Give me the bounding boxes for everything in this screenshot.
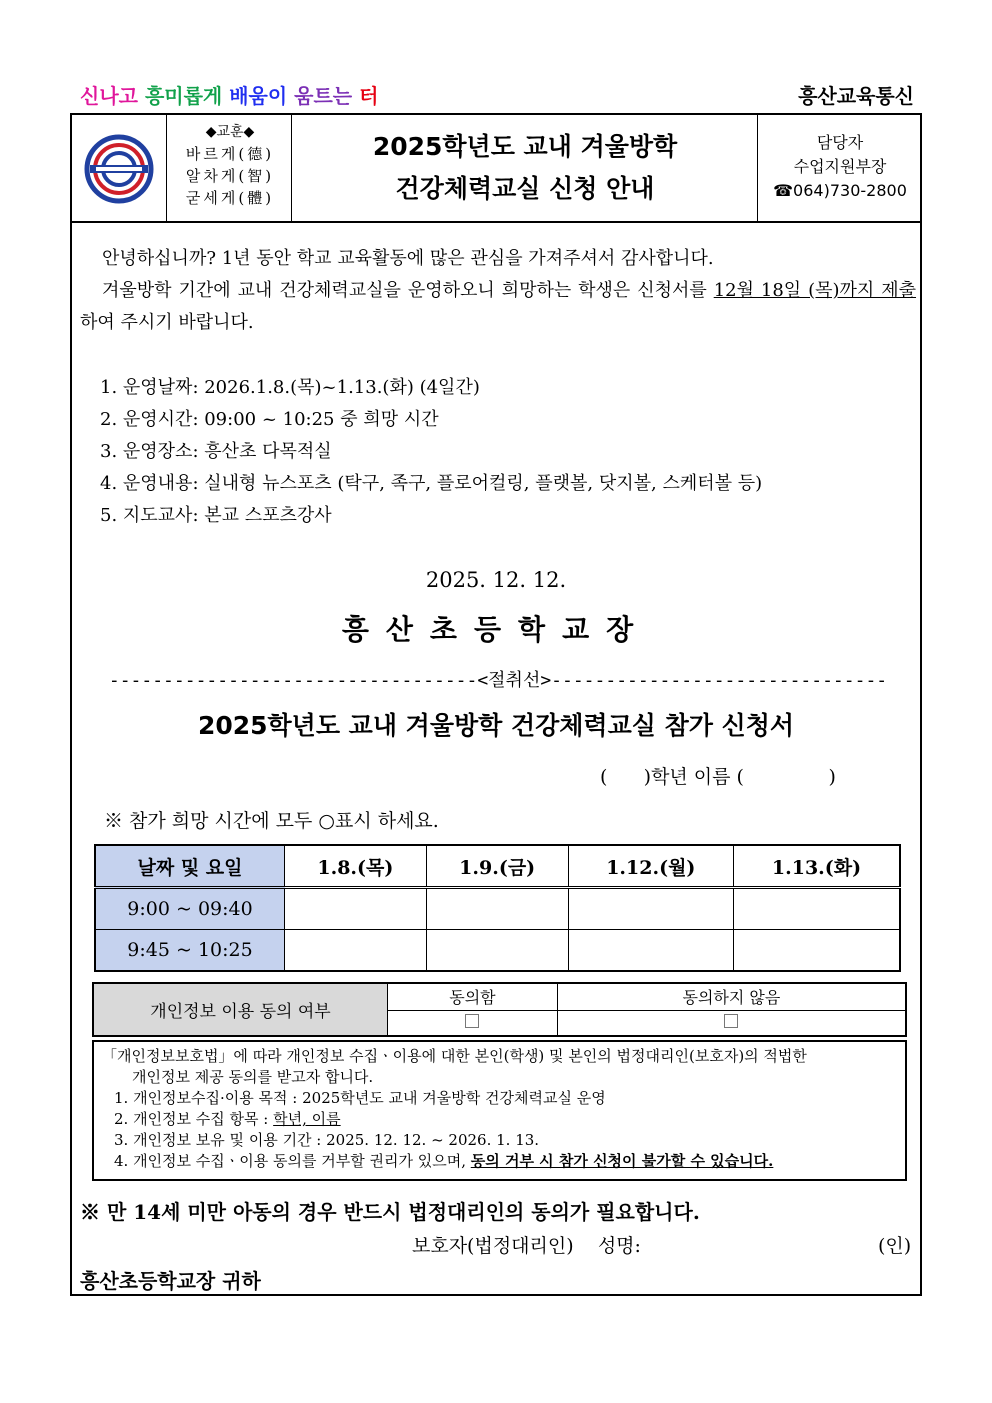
principal-name: 흥산초등학교장	[341, 613, 651, 646]
intro-line: 안녕하십니까? 1년 동안 학교 교육활동에 많은 관심을 가져주셔서 감사합니다.	[102, 248, 714, 269]
notice-text: 4. 개인정보 수집ㆍ이용 동의를 거부할 권리가 있으며,	[114, 1152, 471, 1170]
school-slogan	[80, 80, 378, 109]
notice-underlined: 동의 거부 시 참가 신청이 불가할 수 있습니다.	[470, 1152, 774, 1170]
schedule-cell[interactable]	[285, 930, 427, 972]
divider	[166, 113, 167, 221]
notice-item	[102, 1109, 901, 1130]
list-item: 5. 지도교사: 본교 스포츠강사	[100, 505, 332, 526]
motto-line: 굳세게(體)	[185, 189, 275, 207]
notice-line: 「개인정보보호법」에 따라 개인정보 수집ㆍ이용에 대한 본인(학생) 및 본인의 법정대리인(보호자)의 적법한	[102, 1047, 807, 1065]
due-date: 12월 18일 (목)까지 제출	[713, 280, 917, 301]
notice-date: 2025. 12. 12.	[425, 568, 567, 592]
schedule-table	[94, 844, 901, 972]
motto-title: ◆교훈◆	[205, 124, 255, 140]
notice-item: 3. 개인정보 보유 및 이용 기간 : 2025. 12. 12. ~ 2026. 1. 13.	[114, 1131, 540, 1149]
contact-info	[758, 113, 922, 223]
school-motto	[168, 113, 292, 223]
date-header: 1.8.(목)	[285, 845, 427, 888]
consent-agree-label: 동의함	[388, 983, 558, 1010]
intro-line	[80, 275, 916, 339]
slogan-part: 배움이	[229, 84, 295, 108]
intro-text: 하여 주시기 바랍니다.	[80, 312, 254, 333]
list-item: 1. 운영날짜: 2026.1.8.(목)~1.13.(화) (4일간)	[100, 377, 480, 398]
notice-line: 개인정보 제공 동의를 받고자 합니다.	[132, 1068, 374, 1086]
agree-checkbox-cell	[388, 1010, 558, 1036]
notice-underlined: 학년, 이름	[273, 1110, 341, 1128]
cut-line: ----------------------------------<절취선>-------------------------------	[108, 670, 888, 691]
consent-label: 개인정보 이용 동의 여부	[93, 983, 388, 1036]
details-list	[100, 372, 762, 532]
grade-name-field[interactable]: ( )학년 이름 ( )	[600, 766, 836, 788]
title-line: 2025학년도 교내 겨울방학	[372, 132, 678, 161]
document-title	[292, 113, 758, 223]
newsletter-name: 흥산교육통신	[798, 84, 914, 108]
slogan-part: 신나고	[80, 84, 145, 108]
contact-name: 수업지원부장	[793, 157, 887, 176]
time-slot-label: 9:00 ~ 09:40	[95, 888, 285, 930]
list-item: 2. 운영시간: 09:00 ~ 10:25 중 희망 시간	[100, 409, 439, 430]
schedule-cell[interactable]	[426, 930, 568, 972]
form-title: 2025학년도 교내 겨울방학 건강체력교실 참가 신청서	[197, 711, 795, 740]
intro-text: 겨울방학 기간에 교내 건강체력교실을 운영하오니 희망하는 학생은 신청서를	[102, 280, 714, 301]
addressee: 흥산초등학교장 귀하	[80, 1269, 261, 1293]
slogan-part: 흥미롭게	[144, 84, 230, 108]
title-line: 건강체력교실 신청 안내	[395, 174, 655, 203]
seal-mark: (인)	[878, 1235, 912, 1257]
school-emblem-icon	[84, 134, 154, 204]
contact-label: 담당자	[816, 133, 864, 152]
slogan-part: 움트는	[294, 84, 360, 108]
privacy-notice	[92, 1040, 907, 1181]
notice-item	[102, 1151, 901, 1172]
schedule-cell[interactable]	[285, 888, 427, 930]
schedule-cell[interactable]	[568, 930, 734, 972]
guardian-signature-field[interactable]: 보호자(법정대리인) 성명:	[412, 1235, 641, 1257]
agree-checkbox[interactable]	[465, 1014, 479, 1028]
table-corner-header: 날짜 및 요일	[95, 845, 285, 888]
notice-item: 1. 개인정보수집·이용 목적 : 2025학년도 교내 겨울방학 건강체력교실 운영	[114, 1089, 606, 1107]
disagree-checkbox[interactable]	[724, 1014, 738, 1028]
date-header: 1.9.(금)	[426, 845, 568, 888]
list-item: 4. 운영내용: 실내형 뉴스포츠 (탁구, 족구, 플로어컬링, 플랫볼, 닷지볼, 스케터볼 등)	[100, 473, 763, 494]
schedule-cell[interactable]	[734, 888, 900, 930]
motto-line: 알차게(智)	[185, 167, 275, 185]
notice-text: 2. 개인정보 수집 항목 :	[114, 1110, 274, 1128]
schedule-cell[interactable]	[426, 888, 568, 930]
contact-phone: ☎064)730-2800	[773, 181, 907, 200]
instruction-note: ※ 참가 희망 시간에 모두 ○표시 하세요.	[104, 810, 439, 832]
time-slot-label: 9:45 ~ 10:25	[95, 930, 285, 972]
date-header: 1.13.(화)	[734, 845, 900, 888]
intro-paragraph	[80, 243, 916, 339]
age-warning: ※ 만 14세 미만 아동의 경우 반드시 법정대리인의 동의가 필요합니다.	[80, 1200, 700, 1224]
motto-line: 바르게(德)	[185, 145, 275, 163]
date-header: 1.12.(월)	[568, 845, 734, 888]
consent-disagree-label: 동의하지 않음	[557, 983, 906, 1010]
schedule-cell[interactable]	[568, 888, 734, 930]
consent-table	[92, 982, 907, 1037]
slogan-part: 터	[359, 84, 379, 108]
list-item: 3. 운영장소: 흥산초 다목적실	[100, 441, 332, 462]
schedule-cell[interactable]	[734, 930, 900, 972]
disagree-checkbox-cell	[557, 1010, 906, 1036]
